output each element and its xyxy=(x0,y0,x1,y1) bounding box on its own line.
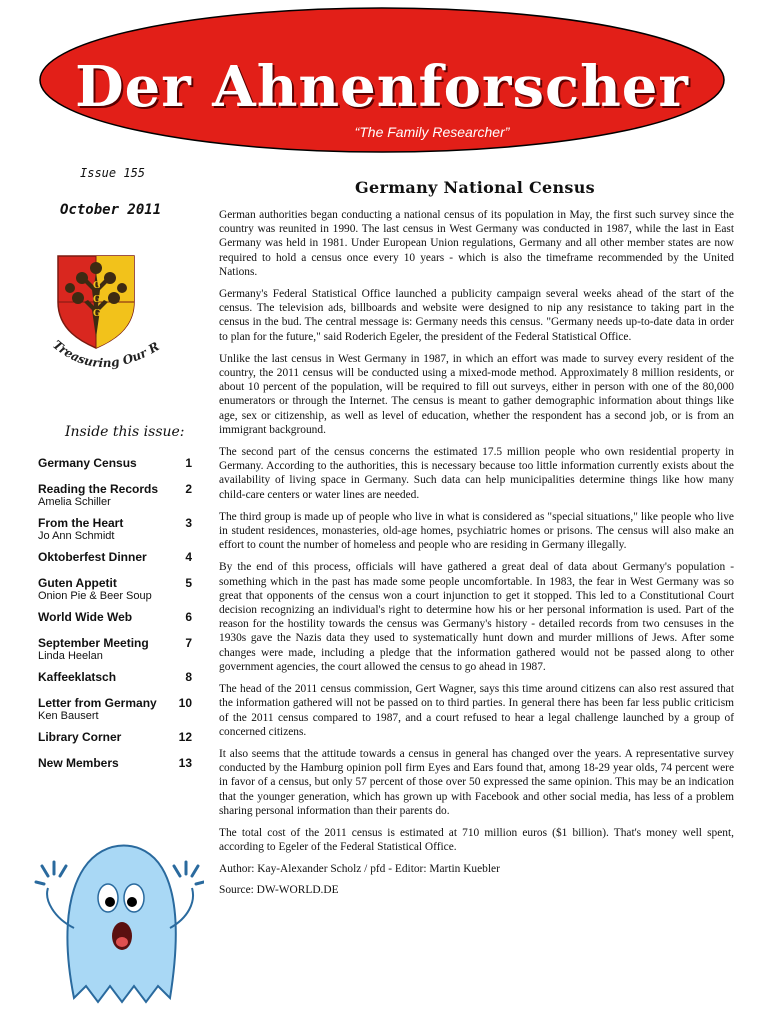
toc-item[interactable] xyxy=(38,610,198,624)
article-paragraph: Germany's Federal Statistical Office launched a publicity campaign several weeks ahead of the start of the census. The television ads, billboards and website were designed to nip any resistance to taking part in the census in the bud. The central message is: Germany needs this census. "Germany needs up-to-date data in order to plan for the future," said Roderich Egeler, the president of the Federal Statistical Office. xyxy=(219,288,734,343)
toc-item-page: 4 xyxy=(185,550,192,564)
toc-item-page: 1 xyxy=(185,456,192,470)
toc-item[interactable] xyxy=(38,696,198,722)
toc-item-page: 12 xyxy=(178,730,192,744)
toc-item-page: 8 xyxy=(185,670,192,684)
toc-item[interactable] xyxy=(38,756,198,770)
svg-text:G: G xyxy=(93,281,101,291)
crest-motto: Treasuring Our R xyxy=(50,337,162,371)
toc-item-page: 7 xyxy=(185,636,192,650)
svg-text:G: G xyxy=(93,295,101,305)
article-paragraph: Unlike the last census in West Germany in 1987, in which an effort was made to survey every resident of the country, the 2011 census will be conducted using a mixed-mode method. Approximately 8 million residents, or about 10 percent of the population, will be required to fill out surveys, either in person with one of the 80,000 enumerators or through the Internet. The census is meant to gather demographic information about things like age, sex or citizenship, as well as level of education, whether the respondent has a second job, or is from an immigrant background. xyxy=(219,352,734,436)
article-source-credit: Source: DW-WORLD.DE xyxy=(219,883,339,896)
ghost-mascot-illustration xyxy=(34,818,204,1018)
toc-item[interactable] xyxy=(38,730,198,744)
article-title: Germany National Census xyxy=(355,178,595,197)
toc-item-subtitle: Jo Ann Schmidt xyxy=(38,530,115,542)
toc-item-page: 10 xyxy=(178,696,192,710)
article-body xyxy=(219,208,734,903)
toc-item-title: Germany Census xyxy=(38,456,137,470)
family-crest-logo xyxy=(48,250,178,385)
newsletter-subtitle: “The Family Researcher” xyxy=(354,124,510,140)
article-paragraph: The total cost of the 2011 census is estimated at 710 million euros ($1 billion). That's money well spent, according to Egeler of the Federal Statistical Office. xyxy=(219,826,734,854)
toc-item-title: Letter from Germany xyxy=(38,696,157,710)
toc-item-title: September Meeting xyxy=(38,636,149,650)
issue-number: Issue 155 xyxy=(80,166,146,180)
toc-item-page: 3 xyxy=(185,516,192,530)
toc-item-subtitle: Amelia Schiller xyxy=(38,496,111,508)
article-paragraph: The second part of the census concerns the estimated 17.5 million people who own residential property in Germany. According to the authorities, this is necessary because too little information currently exists about the availability of living space in Germany. Such data can help municipalities determine things like how many child-care centers or water lines are needed. xyxy=(219,446,734,501)
article-author-credit: Author: Kay-Alexander Scholz / pfd - Editor: Martin Kuebler xyxy=(219,863,500,876)
toc-item-page: 2 xyxy=(185,482,192,496)
toc-item[interactable] xyxy=(38,636,198,662)
toc-item[interactable] xyxy=(38,516,198,542)
toc-item-title: World Wide Web xyxy=(38,610,133,624)
toc-item-subtitle: Onion Pie & Beer Soup xyxy=(38,590,152,602)
toc-item-title: Guten Appetit xyxy=(38,576,117,590)
toc-item[interactable] xyxy=(38,576,198,602)
toc-item[interactable] xyxy=(38,550,198,564)
article-paragraph: German authorities began conducting a national census of its population in May, the first such survey since the country was reunited in 1990. The last census in West Germany was conducted in 1987, while the last in East Germany was held in 1981. Under European Union regulations, Germany and all other member states are now required to hold a census once every 10 years - which is also the timeframe recommended by the United Nations. xyxy=(219,209,734,278)
svg-text:G: G xyxy=(93,309,101,319)
inside-issue-heading: Inside this issue: xyxy=(65,424,185,440)
article-paragraph: By the end of this process, officials will have gathered a great deal of data about Germany's population - something which in the past has made some people uncomfortable. In 1983, the fear in West Germany was so great that opponents of the census won a court injunction to get it stopped. This led to a Constitutional Court decision recognizing an individual's right to determine how his or her personal information is used. Part of the reason for the hostility towards the census was Germany's history - detailed records from two censuses in the 1930s gave the Nazis data they used to systematically hunt down and murder millions of Jews. After some changes were made, including a pledge that the information gathered would not be passed along to other government agencies, the court allowed the census to go ahead in 1987. xyxy=(219,561,734,673)
masthead xyxy=(38,6,726,154)
toc-item[interactable] xyxy=(38,670,198,684)
article-paragraph: The head of the 2011 census commission, Gert Wagner, says this time around citizens can also rest assured that the information gathered will not be passed on to third parties. In general there has been far less public criticism of the 2011 census compared to 1987, and a court refused to hear a legal challenge launched by a group of concerned citizens. xyxy=(219,683,734,738)
toc-item-page: 6 xyxy=(185,610,192,624)
toc-item-title: Library Corner xyxy=(38,730,122,744)
toc-item-title: Reading the Records xyxy=(38,482,159,496)
toc-item-title: Kaffeeklatsch xyxy=(38,670,117,684)
article-paragraph: The third group is made up of people who live in what is considered as "special situations," like people who live in student residences, monasteries, old-age homes, psychiatric homes or prisons. The census will also make an effort to count the number of homeless and people who are residing in Germany illegally. xyxy=(219,510,734,552)
toc-item-title: New Members xyxy=(38,756,119,770)
toc-item-title: Oktoberfest Dinner xyxy=(38,550,147,564)
toc-item[interactable] xyxy=(38,482,198,508)
toc-item-page: 5 xyxy=(185,576,192,590)
table-of-contents xyxy=(38,456,198,782)
newsletter-title: Der Ahnenforscher xyxy=(75,54,689,120)
toc-item-page: 13 xyxy=(178,756,192,770)
issue-date: October 2011 xyxy=(60,202,162,218)
toc-item[interactable] xyxy=(38,456,198,470)
toc-item-subtitle: Ken Bausert xyxy=(38,710,99,722)
article-paragraph: It also seems that the attitude towards a census in general has changed over the years. A representative survey conducted by the Hamburg opinion poll firm Eyes and Ears found that, among 18-29 year olds, 74 percent were in favor of a census, but only 57 percent of those over 50 expressed the same opinion. This may be an indication that the younger generation, which has grown up with Facebook and other social media, has less of a problem sharing personal information than their parents do. xyxy=(219,747,734,817)
toc-item-subtitle: Linda Heelan xyxy=(38,650,103,662)
toc-item-title: From the Heart xyxy=(38,516,124,530)
